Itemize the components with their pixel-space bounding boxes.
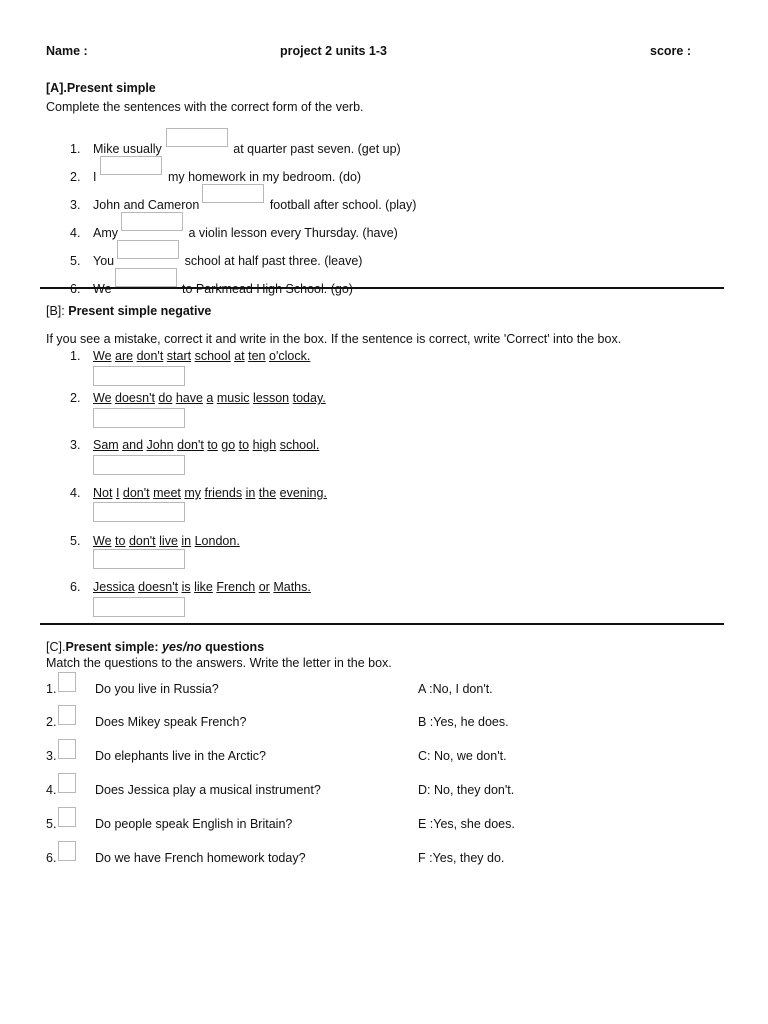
section-b-heading — [46, 304, 211, 318]
list-item — [70, 268, 353, 296]
sentence-word: my — [184, 486, 202, 500]
question-number: 4. — [46, 783, 57, 797]
score-label: score : — [650, 44, 691, 58]
list-item — [70, 128, 401, 156]
correction-box[interactable] — [93, 549, 185, 569]
list-item — [70, 184, 416, 212]
question-number: 2. — [46, 715, 57, 729]
letter-box[interactable] — [58, 841, 76, 861]
answer-option: D: No, they don't. — [418, 783, 515, 797]
correction-box[interactable] — [93, 502, 185, 522]
list-item — [70, 349, 310, 363]
item-number: 1. — [70, 349, 81, 363]
answer-field[interactable] — [202, 184, 264, 203]
sentence-end: my homework in my bedroom. (do) — [167, 170, 362, 184]
sentence-word: to — [115, 534, 126, 548]
sentence-word: French — [216, 580, 256, 594]
item-number: 6. — [70, 580, 81, 594]
question-number: 3. — [46, 749, 57, 763]
sentence-word: don't — [122, 486, 150, 500]
sentence-start: You — [93, 254, 115, 268]
answer-option: C: No, we don't. — [418, 749, 507, 763]
sentence-word: high — [252, 438, 277, 452]
sentence-word: don't — [136, 349, 164, 363]
sentence-word: school. — [279, 438, 320, 452]
section-c-instruction: Match the questions to the answers. Write the letter in the box. — [46, 656, 392, 670]
section-divider — [40, 287, 724, 289]
section-a-prefix: [A]. — [46, 81, 67, 95]
item-number: 2. — [70, 170, 81, 184]
section-c-title-em: yes/no — [162, 640, 202, 654]
sentence-end: at quarter past seven. (get up) — [233, 142, 401, 156]
sentence-word: do — [158, 391, 173, 405]
sentence-word: John — [146, 438, 174, 452]
section-b-instruction: If you see a mistake, correct it and write in the box. If the sentence is correct, write 'Correct' into the box. — [46, 332, 622, 346]
section-divider — [40, 623, 724, 625]
sentence-word: ten — [248, 349, 266, 363]
answer-field[interactable] — [117, 240, 179, 259]
answer-field[interactable] — [100, 156, 162, 175]
list-item — [70, 156, 361, 184]
question-number: 5. — [46, 817, 57, 831]
sentence-start: We — [93, 282, 112, 296]
item-number: 5. — [70, 534, 81, 548]
section-c-heading — [46, 640, 264, 654]
correction-box[interactable] — [93, 597, 185, 617]
sentence-word: today. — [292, 391, 326, 405]
section-c-prefix: [C]. — [46, 640, 66, 654]
answer-field[interactable] — [115, 268, 177, 287]
list-item — [70, 240, 362, 268]
sentence-word: I — [115, 486, 120, 500]
sentence-end: to Parkmead High School. (go) — [182, 282, 353, 296]
name-label: Name : — [46, 44, 88, 58]
sentence-word: Not — [93, 486, 113, 500]
letter-box[interactable] — [58, 807, 76, 827]
sentence-word: lesson — [252, 391, 290, 405]
sentence-word: live — [159, 534, 178, 548]
item-number: 1. — [70, 142, 81, 156]
sentence-word: music — [216, 391, 250, 405]
sentence-word: doesn't — [115, 391, 155, 405]
sentence-word: don't — [177, 438, 204, 452]
item-number: 4. — [70, 226, 81, 240]
sentence-start: John and Cameron — [93, 198, 200, 212]
item-number: 3. — [70, 198, 81, 212]
list-item — [70, 212, 398, 240]
item-number: 4. — [70, 486, 81, 500]
letter-box[interactable] — [58, 672, 76, 692]
sentence-word: Sam — [93, 438, 119, 452]
answer-field[interactable] — [121, 212, 183, 231]
section-c-title-post: questions — [201, 640, 265, 654]
sentence-word: We — [93, 349, 112, 363]
list-item — [70, 486, 327, 500]
list-item — [70, 580, 311, 594]
correction-box[interactable] — [93, 408, 185, 428]
sentence-word: to — [238, 438, 250, 452]
list-item — [70, 391, 326, 405]
sentence-word: don't — [128, 534, 156, 548]
section-a-heading — [46, 81, 156, 95]
question-text: Does Jessica play a musical instrument? — [95, 783, 321, 797]
letter-box[interactable] — [58, 739, 76, 759]
answer-option: F :Yes, they do. — [418, 851, 505, 865]
sentence-word: go — [221, 438, 236, 452]
sentence-word: in — [245, 486, 256, 500]
sentence-word: have — [175, 391, 203, 405]
section-a-title: Present simple — [66, 81, 156, 95]
section-c-title-pre: Present simple: — [65, 640, 163, 654]
sentence-word: Jessica — [93, 580, 135, 594]
item-number: 3. — [70, 438, 81, 452]
sentence-word: evening. — [279, 486, 327, 500]
question-text: Do we have French homework today? — [95, 851, 306, 865]
sentence-start: Mike usually — [93, 142, 162, 156]
answer-option: A :No, I don't. — [418, 682, 493, 696]
answer-option: E :Yes, she does. — [418, 817, 515, 831]
sentence-word: London. — [194, 534, 240, 548]
sentence-word: to — [207, 438, 218, 452]
question-text: Does Mikey speak French? — [95, 715, 247, 729]
sentence-word: and — [122, 438, 144, 452]
sentence-word: or — [258, 580, 270, 594]
sentence-word: the — [258, 486, 277, 500]
section-b-prefix: [B]: — [46, 304, 69, 318]
sentence-word: friends — [204, 486, 243, 500]
page-title: project 2 units 1-3 — [280, 44, 387, 58]
sentence-word: at — [234, 349, 245, 363]
list-item — [70, 438, 319, 452]
sentence-start: I — [93, 170, 97, 184]
question-text: Do you live in Russia? — [95, 682, 219, 696]
sentence-word: We — [93, 534, 112, 548]
sentence-word: o'clock. — [269, 349, 311, 363]
sentence-word: doesn't — [138, 580, 179, 594]
sentence-word: like — [194, 580, 213, 594]
sentence-word: We — [93, 391, 112, 405]
sentence-word: in — [181, 534, 192, 548]
sentence-word: start — [166, 349, 192, 363]
item-number: 2. — [70, 391, 81, 405]
question-number: 1. — [46, 682, 57, 696]
letter-box[interactable] — [58, 705, 76, 725]
answer-option: B :Yes, he does. — [418, 715, 509, 729]
list-item — [70, 534, 240, 548]
answer-field[interactable] — [166, 128, 228, 147]
sentence-end: football after school. (play) — [269, 198, 417, 212]
section-a-instruction: Complete the sentences with the correct form of the verb. — [46, 100, 364, 114]
sentence-end: a violin lesson every Thursday. (have) — [188, 226, 398, 240]
sentence-start: Amy — [93, 226, 118, 240]
item-number: 5. — [70, 254, 81, 268]
section-b-title: Present simple negative — [68, 304, 212, 318]
sentence-end: school at half past three. (leave) — [184, 254, 363, 268]
sentence-word: a — [206, 391, 214, 405]
question-text: Do elephants live in the Arctic? — [95, 749, 266, 763]
sentence-word: meet — [153, 486, 181, 500]
correction-box[interactable] — [93, 455, 185, 475]
question-number: 6. — [46, 851, 57, 865]
sentence-word: school — [194, 349, 231, 363]
sentence-word: is — [181, 580, 191, 594]
correction-box[interactable] — [93, 366, 185, 386]
question-text: Do people speak English in Britain? — [95, 817, 293, 831]
letter-box[interactable] — [58, 773, 76, 793]
sentence-word: are — [115, 349, 134, 363]
item-number: 6. — [70, 282, 81, 296]
sentence-word: Maths. — [273, 580, 311, 594]
